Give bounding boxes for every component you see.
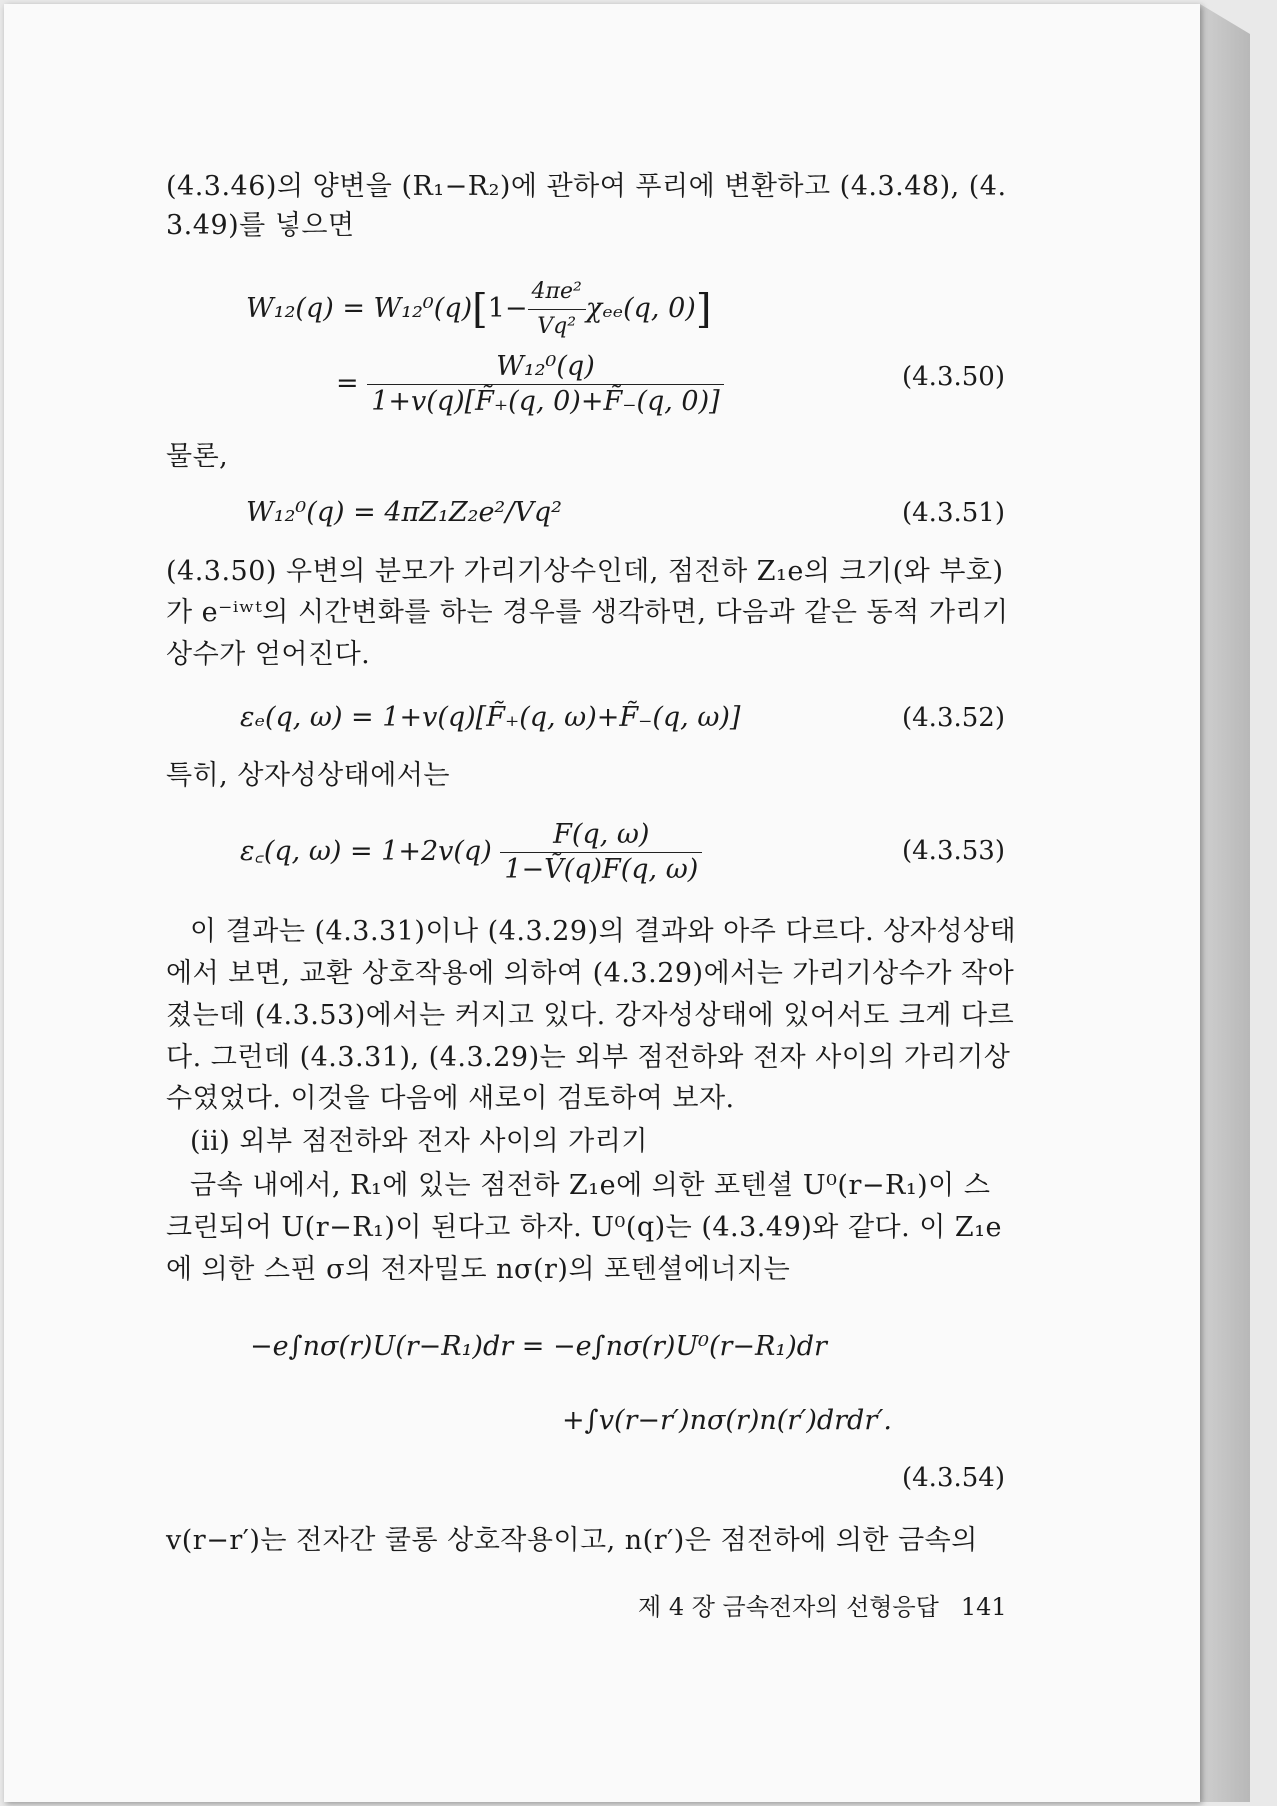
eq-number-4-3-51: (4.3.51) — [902, 498, 1005, 528]
subsection-heading: (ii) 외부 점전하와 전자 사이의 가리기 — [190, 1126, 648, 1157]
eq53-fraction — [500, 818, 702, 887]
eq-number-4-3-53: (4.3.53) — [902, 836, 1005, 866]
text-line-6: 상수가 얻어진다. — [166, 639, 371, 670]
text-line-10: 졌는데 (4.3.53)에서는 커지고 있다. 강자성상태에 있어서도 크게 다르 — [166, 1000, 1015, 1031]
eq-4-3-52: εₑ(q, ω) = 1+v(q)[F̃₊(q, ω)+F̃₋(q, ω)] — [240, 702, 741, 733]
eq-number-4-3-50: (4.3.50) — [902, 362, 1005, 392]
book-page — [4, 4, 1200, 1802]
text-line-7: 특히, 상자성상태에서는 — [166, 760, 450, 791]
eq50-frac2-numerator: W₁₂⁰(q) — [367, 350, 723, 385]
text-line-9: 에서 보면, 교환 상호작용에 의하여 (4.3.29)에서는 가리기상수가 작아 — [166, 958, 1015, 989]
eq50-chi: χₑₑ(q, 0) — [585, 293, 696, 324]
text-line-2: 3.49)를 넣으면 — [166, 210, 355, 241]
eq-4-3-54-line1: −e∫nσ(r)U(r−R₁)dr = −e∫nσ(r)U⁰(r−R₁)dr — [250, 1331, 827, 1362]
eq50-lhs: W₁₂(q) = W₁₂⁰(q) — [246, 293, 473, 324]
text-line-15: 에 의한 스핀 σ의 전자밀도 nσ(r)의 포텐셜에너지는 — [166, 1254, 791, 1285]
eq-4-3-51: W₁₂⁰(q) = 4πZ₁Z₂e²/Vq² — [246, 497, 562, 528]
eq53-lhs: ε꜀(q, ω) = 1+2v(q) — [240, 836, 492, 867]
eq50-fraction-1 — [528, 275, 586, 344]
text-line-12: 수였었다. 이것을 다음에 새로이 검토하여 보자. — [166, 1083, 735, 1114]
text-line-8: 이 결과는 (4.3.31)이나 (4.3.29)의 결과와 아주 다르다. 상자성상태 — [190, 916, 1017, 947]
eq50-frac1-denominator: Vq² — [537, 314, 577, 339]
eq-number-4-3-54: (4.3.54) — [902, 1463, 1005, 1493]
book-side-edge — [1200, 4, 1250, 1802]
eq-4-3-50-line1: W₁₂(q) = W₁₂⁰(q)[1− $\frac{\text{4πe²}}{\text{Vq²}}$ χₑₑ(q, 0)] — [246, 275, 711, 344]
eq50-frac2-denominator: 1+v(q)[F̃₊(q, 0)+F̃₋(q, 0)] — [371, 386, 720, 417]
text-line-3: 물론, — [166, 441, 229, 472]
eq50-one-minus: 1− — [487, 293, 528, 324]
text-line-11: 다. 그런데 (4.3.31), (4.3.29)는 외부 점전하와 전자 사이의 가리기상 — [166, 1042, 1011, 1073]
page-footer — [638, 1587, 1007, 1622]
eq-4-3-54-line2: +∫v(r−r′)nσ(r)n(r′)drdr′. — [562, 1405, 892, 1436]
eq-4-3-53 — [240, 818, 702, 887]
eq50-fraction-2 — [367, 350, 723, 419]
text-line-1: (4.3.46)의 양변을 (R₁−R₂)에 관하여 푸리에 변환하고 (4.3.48), (4. — [166, 171, 1007, 202]
text-line-13: 금속 내에서, R₁에 있는 점전하 Z₁e에 의한 포텐셜 U⁰(r−R₁)이 스 — [190, 1170, 991, 1201]
text-line-4: (4.3.50) 우변의 분모가 가리기상수인데, 점전하 Z₁e의 크기(와 부호) — [166, 556, 1004, 587]
eq53-denominator: 1−Ṽ(q)F(q, ω) — [504, 854, 699, 885]
eq50-equals: = — [336, 368, 359, 399]
eq-4-3-50-line2 — [336, 350, 724, 419]
text-line-5: 가 e⁻ⁱʷᵗ의 시간변화를 하는 경우를 생각하면, 다음과 같은 동적 가리기 — [166, 597, 1009, 628]
page-number: 141 — [960, 1593, 1007, 1621]
eq53-numerator: F(q, ω) — [500, 818, 702, 853]
eq-number-4-3-52: (4.3.52) — [902, 703, 1005, 733]
text-line-16: v(r−r′)는 전자간 쿨롱 상호작용이고, n(r′)은 점전하에 의한 금속의 — [166, 1525, 978, 1556]
text-line-14: 크린되어 U(r−R₁)이 된다고 하자. U⁰(q)는 (4.3.49)와 같다. 이 Z₁e — [166, 1212, 1002, 1243]
footer-chapter: 제 4 장 금속전자의 선형응답 — [638, 1593, 939, 1621]
eq50-frac1-numerator: 4πe² — [528, 275, 586, 310]
